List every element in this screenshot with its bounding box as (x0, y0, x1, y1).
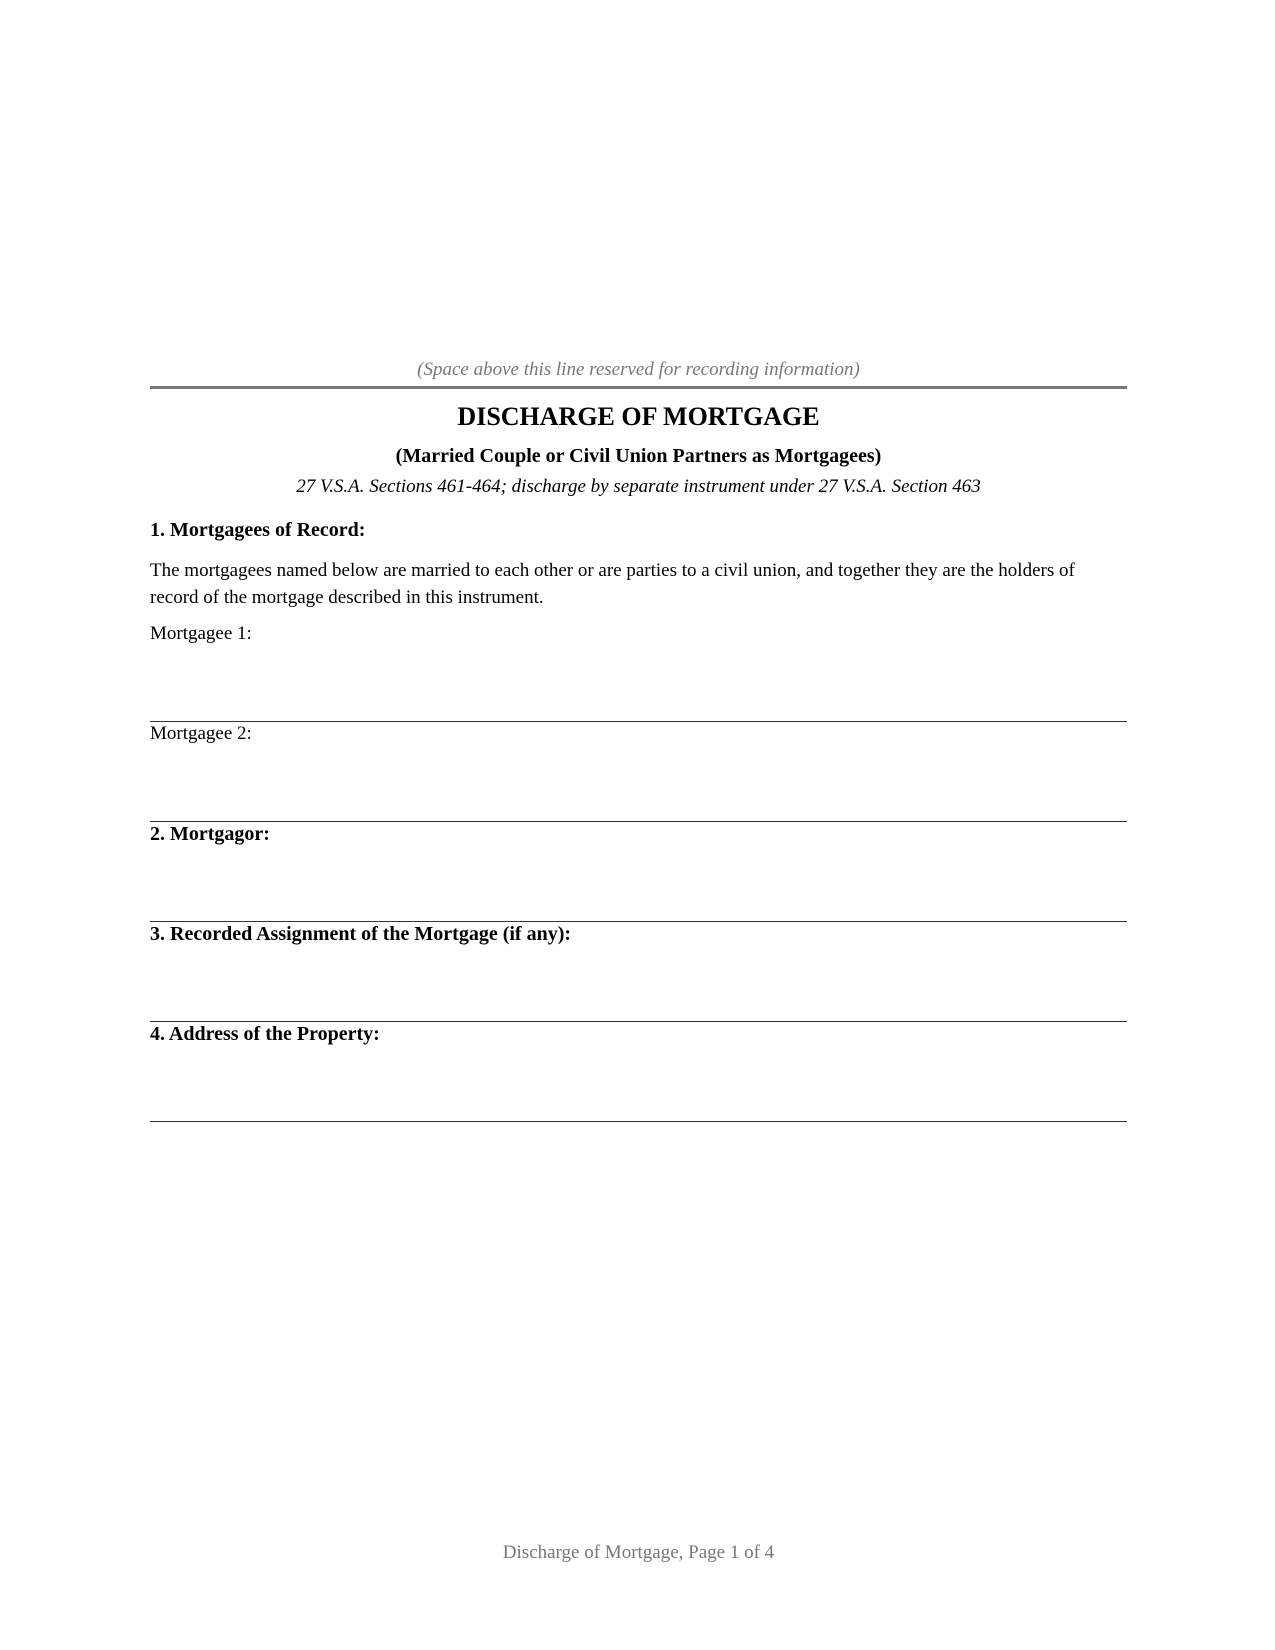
statute-citation: 27 V.S.A. Sections 461-464; discharge by separate instrument under 27 V.S.A. Section 463 (296, 476, 981, 497)
mortgagee-2-field[interactable] (150, 821, 1127, 822)
mortgagee-1-label: Mortgagee 1: (150, 623, 252, 644)
page-footer: Discharge of Mortgage, Page 1 of 4 (502, 1542, 775, 1563)
recording-note: (Space above this line reserved for recording information) (417, 359, 860, 380)
property-address-field[interactable] (150, 1121, 1127, 1122)
section-4-heading: 4. Address of the Property: (150, 1023, 380, 1045)
mortgagee-1-field[interactable] (150, 721, 1127, 722)
section-1-heading: 1. Mortgagees of Record: (150, 519, 366, 541)
mortgagee-2-label: Mortgagee 2: (150, 723, 252, 744)
document-title: DISCHARGE OF MORTGAGE (457, 402, 820, 431)
document-subtitle: (Married Couple or Civil Union Partners as Mortgagees) (395, 445, 882, 467)
recording-divider (150, 386, 1127, 389)
section-2-heading: 2. Mortgagor: (150, 823, 270, 845)
section-1-paragraph: The mortgagees named below are married to each other or are parties to a civil union, and together they are the holders of record of the mortgage described in this instrument. (150, 560, 1075, 608)
section-3-heading: 3. Recorded Assignment of the Mortgage (if any): (150, 923, 572, 945)
